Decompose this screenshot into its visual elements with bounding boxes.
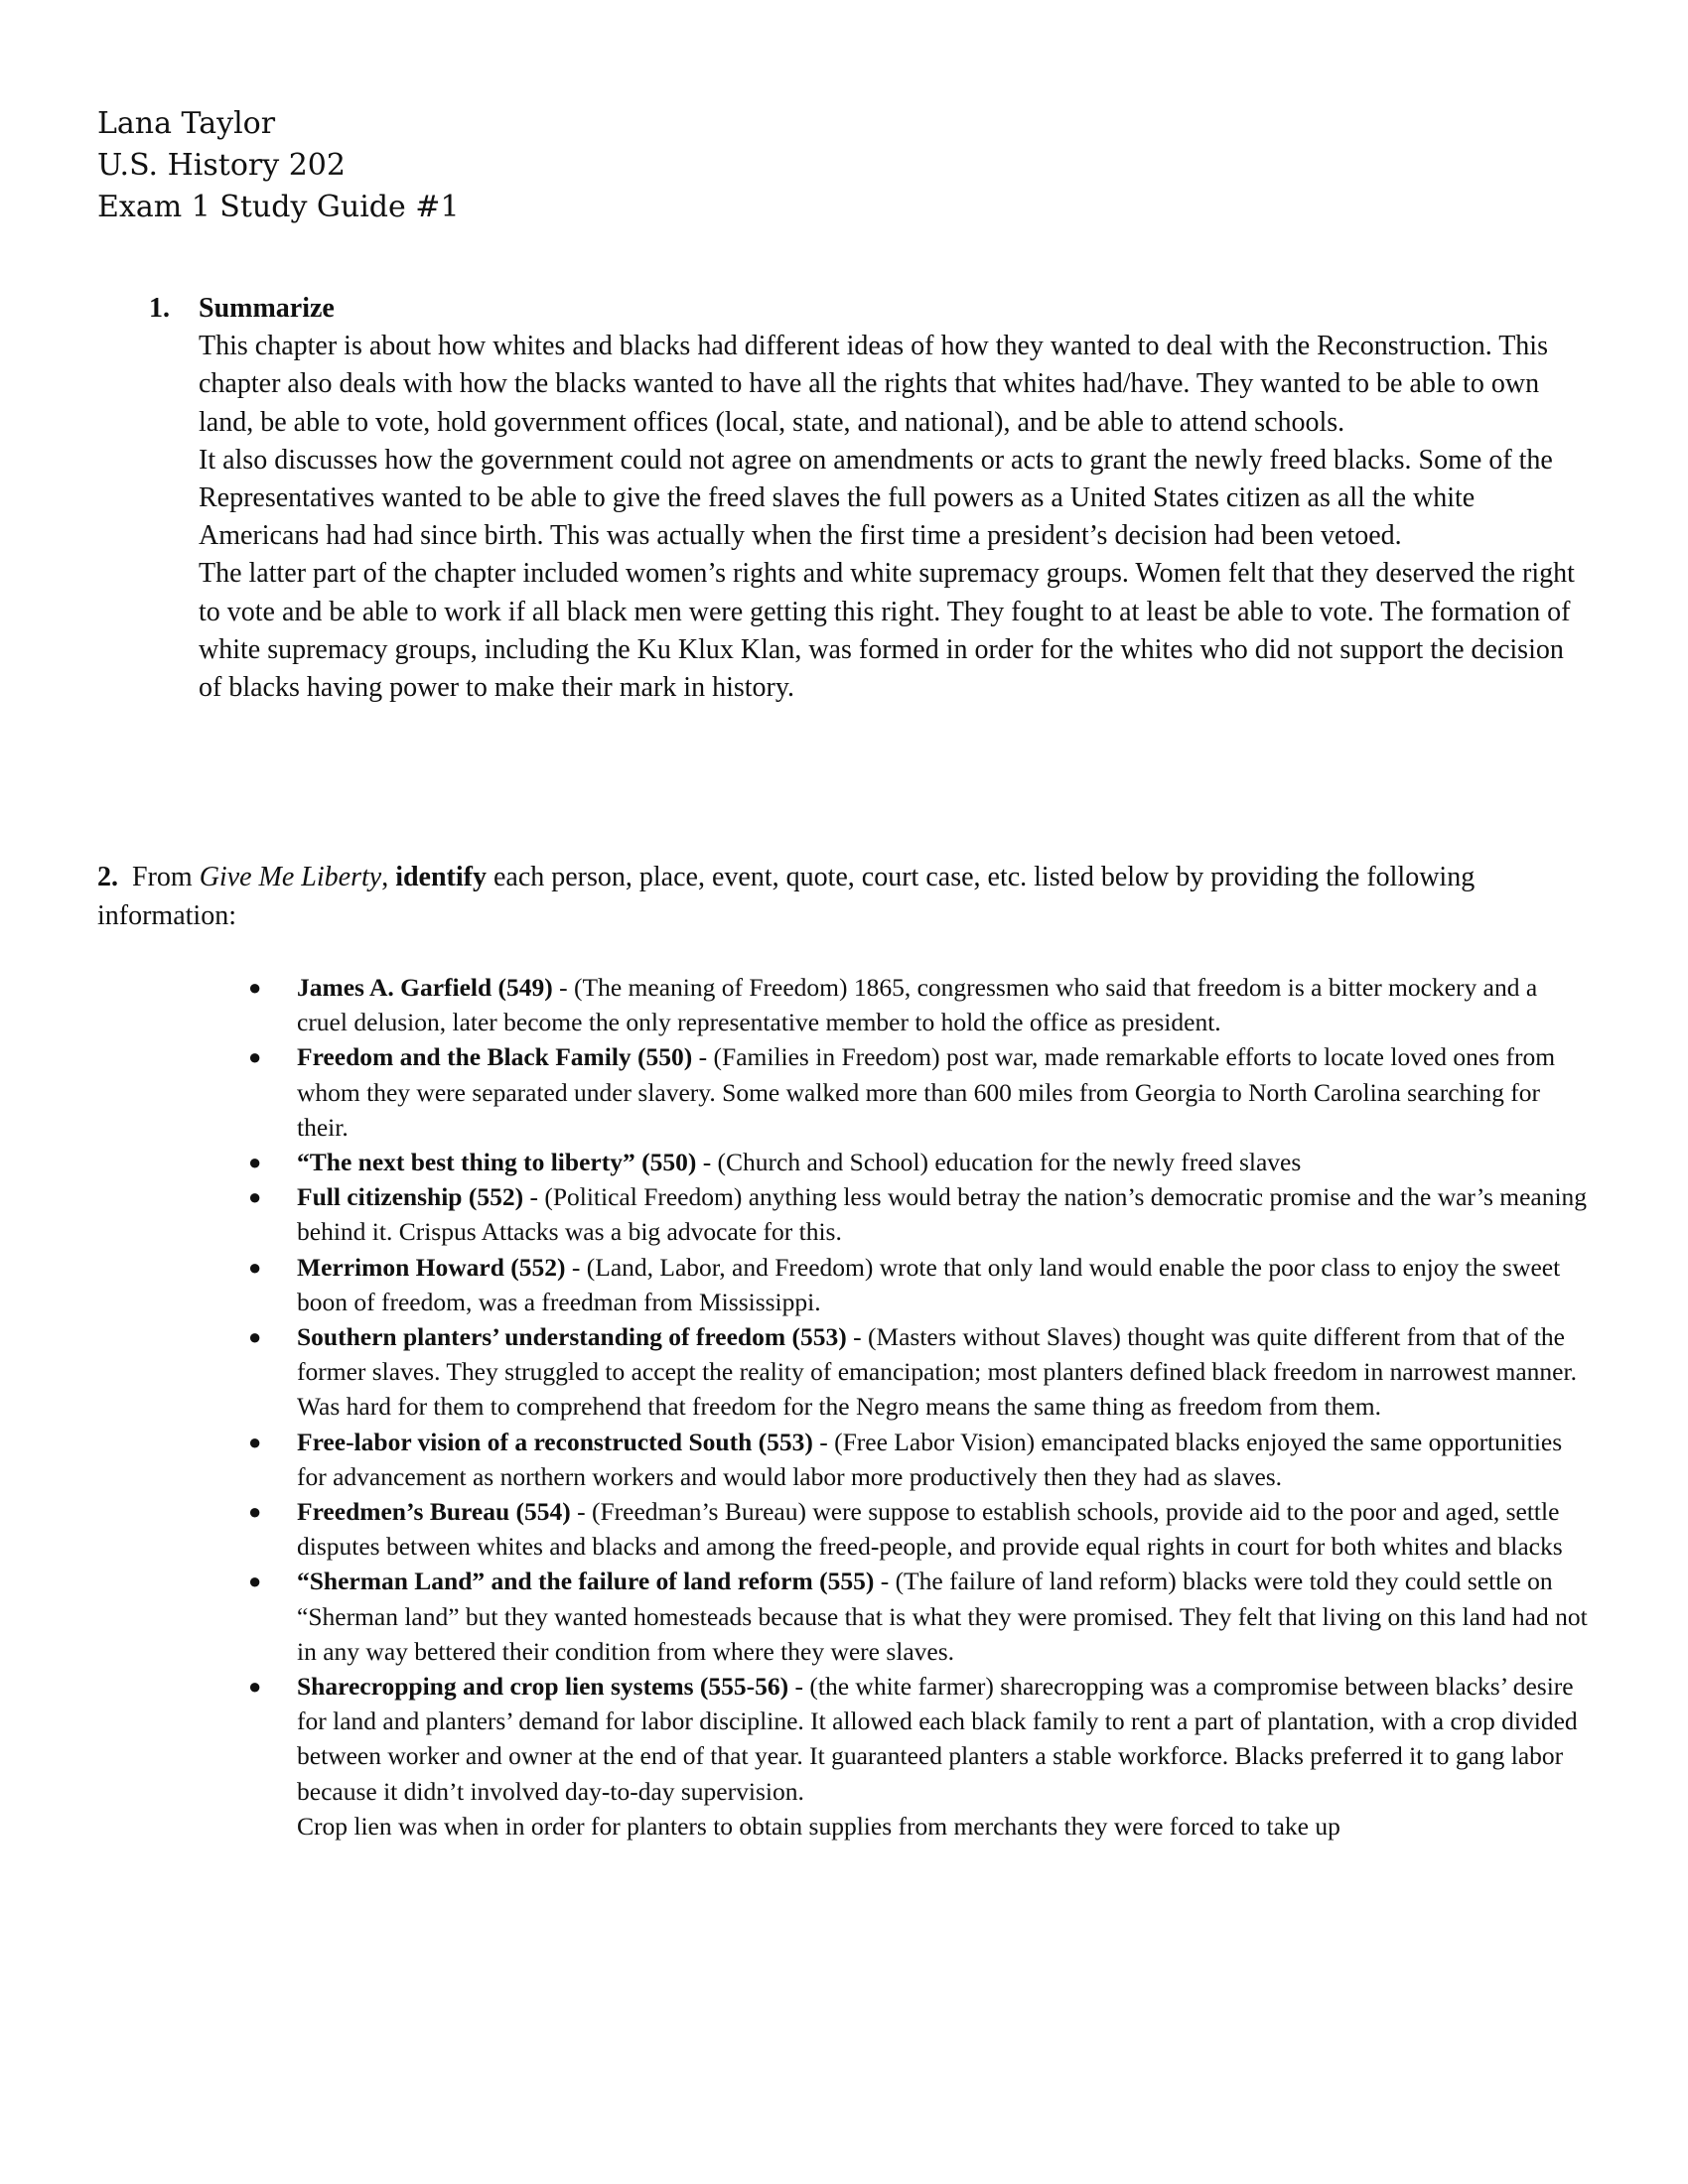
bullet-icon: ●: [248, 1324, 262, 1350]
item-term: Southern planters’ understanding of freedom (553): [297, 1322, 847, 1352]
item-text: - (the white farmer) sharecropping was a compromise between blacks’ desire for land and planters’ demand for labor discipline. It allowed each black family to rent a part of plantation, with a crop divided between worker and owner at the end of that year. It guaranteed planters a stable workforce. Blacks preferred it to gang labor because it didn’t involved day-to-day supervision.: [297, 1672, 1578, 1806]
bullet-icon: ●: [248, 1569, 262, 1594]
list-item: [238, 1425, 1589, 1494]
bullet-icon: ●: [248, 975, 262, 1000]
list-item: [238, 1319, 1589, 1425]
item-text: - (Church and School) education for the newly freed slaves: [696, 1148, 1302, 1177]
bullet-icon: ●: [248, 1254, 262, 1280]
item-text: - (The meaning of Freedom) 1865, congressmen who said that freedom is a bitter mockery and a cruel delusion, later become the only representative member to hold the office as president.: [297, 973, 1538, 1037]
summary-paragraph: It also discusses how the government could not agree on amendments or acts to grant the newly freed blacks. Some of the Representatives wanted to be able to give the freed slaves the full powers as a United States citizen as all the white Americans had had since birth. This was actually when the first time a president’s decision had been vetoed.: [199, 444, 1553, 552]
bullet-icon: ●: [248, 1429, 262, 1454]
student-name: Lana Taylor: [97, 106, 276, 141]
list-item: [238, 1250, 1589, 1319]
item-term: Merrimon Howard (552): [297, 1252, 566, 1282]
item-text: - (Political Freedom) anything less would betray the nation’s democratic promise and the war’s meaning behind it. Crispus Attacks was a big advocate for this.: [297, 1182, 1588, 1247]
item-text: - (Masters without Slaves) thought was quite different from that of the former slaves. They struggled to accept the reality of emancipation; most planters defined black freedom in narrowest manner. Was hard for them to comprehend that freedom for the Negro means the same thing as freedom from them.: [297, 1322, 1577, 1422]
item-text: - (The failure of land reform) blacks were told they could settle on “Sherman land” but they wanted homesteads because that is what they were promised. They felt that living on this land had not in any way bettered their condition from where they were slaves.: [297, 1567, 1588, 1666]
prompt-keyword: identify: [395, 862, 487, 892]
item-term: Freedmen’s Bureau (554): [297, 1497, 571, 1527]
question-2-number: 2.: [97, 862, 118, 892]
list-item: [238, 1669, 1589, 1843]
item-term: James A. Garfield (549): [297, 973, 553, 1002]
list-item: [238, 970, 1589, 1039]
question-1-number: 1.: [149, 293, 170, 324]
list-item: [238, 1564, 1589, 1669]
item-text: - (Freedman’s Bureau) were suppose to establish schools, provide aid to the poor and aged, settle disputes between whites and blacks and among the freed-people, and provide equal rights in court for both whites and blacks: [297, 1497, 1563, 1562]
question-2-section: [97, 859, 1587, 935]
item-term: Freedom and the Black Family (550): [297, 1042, 693, 1072]
book-title: Give Me Liberty: [199, 862, 382, 892]
bullet-icon: ●: [248, 1150, 262, 1175]
question-2-prompt: [97, 859, 1587, 935]
assignment-title: Exam 1 Study Guide #1: [97, 190, 460, 224]
prompt-rest: each person, place, event, quote, court case, etc. listed below by providing the following information:: [97, 862, 1476, 931]
item-term: “The next best thing to liberty” (550): [297, 1148, 697, 1177]
identification-list: [238, 970, 1589, 1843]
course-name: U.S. History 202: [97, 148, 346, 183]
item-term: Sharecropping and crop lien systems (555-56): [297, 1672, 789, 1702]
question-1-heading: Summarize: [199, 293, 335, 324]
list-item: [238, 1494, 1589, 1564]
item-text: - (Land, Labor, and Freedom) wrote that only land would enable the poor class to enjoy the sweet boon of freedom, was a freedman from Mississippi.: [297, 1252, 1561, 1316]
prompt-comma: ,: [381, 862, 389, 892]
list-item: [238, 1039, 1589, 1145]
prompt-from: From: [132, 862, 193, 892]
bullet-icon: ●: [248, 1044, 262, 1070]
item-text: - (Free Labor Vision) emancipated blacks enjoyed the same opportunities for advancement as northern workers and would labor more productively then they had as slaves.: [297, 1427, 1563, 1491]
item-term: Full citizenship (552): [297, 1182, 524, 1212]
item-continuation: Crop lien was when in order for planters to obtain supplies from merchants they were forced to take up: [297, 1811, 1340, 1841]
bullet-icon: ●: [248, 1184, 262, 1210]
list-item: [238, 1179, 1589, 1249]
bullet-icon: ●: [248, 1499, 262, 1525]
item-text: - (Families in Freedom) post war, made remarkable efforts to locate loved ones from whom they were separated under slavery. Some walked more than 600 miles from Georgia to North Carolina searching for their.: [297, 1042, 1556, 1142]
summary-paragraph: This chapter is about how whites and blacks had different ideas of how they wanted to deal with the Reconstruction. This chapter also deals with how the blacks wanted to have all the rights that whites had/have. They wanted to be able to own land, be able to vote, hold government offices (local, state, and national), and be able to attend schools.: [199, 331, 1548, 438]
bullet-icon: ●: [248, 1674, 262, 1700]
item-term: “Sherman Land” and the failure of land reform (555): [297, 1567, 875, 1596]
item-term: Free-labor vision of a reconstructed South (553): [297, 1427, 813, 1456]
document-header: [97, 103, 460, 228]
list-item: [238, 1145, 1589, 1179]
summary-paragraph: The latter part of the chapter included women’s rights and white supremacy groups. Women felt that they deserved the right to vote and be able to work if all black men were getting this right. They fought to at least be able to vote. The formation of white supremacy groups, including the Ku Klux Klan, was formed in order for the whites who did not support the decision of blacks having power to make their mark in history.: [199, 558, 1575, 704]
question-1-section: [149, 290, 1589, 707]
